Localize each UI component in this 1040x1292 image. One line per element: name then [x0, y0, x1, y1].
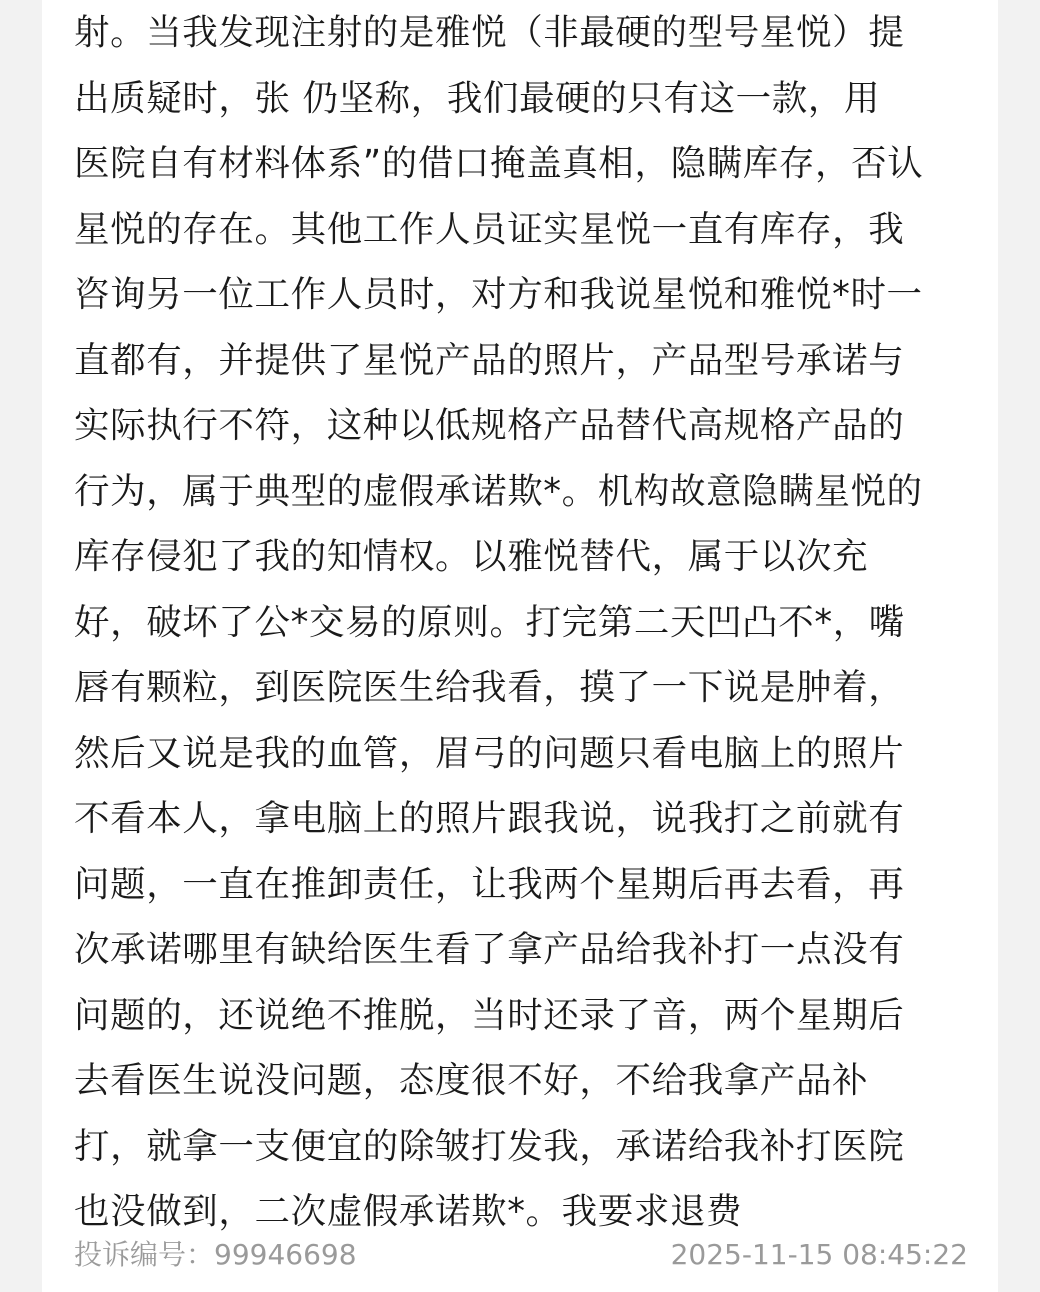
complaint-line: 次承诺哪里有缺给医生看了拿产品给我补打一点没有	[74, 929, 905, 970]
complaint-line: 然后又说是我的血管，眉弓的问题只看电脑上的照片	[74, 732, 905, 774]
complaint-line: 问题，一直在推卸责任，让我两个星期后再去看，再	[74, 863, 905, 905]
complaint-line: 实际执行不符，这种以低规格产品替代高规格产品的	[74, 405, 905, 446]
complaint-line: 唇有颗粒，到医院医生给我看，摸了一下说是肿着，	[74, 667, 905, 708]
complaint-line: 行为，属于典型的虚假承诺欺*。机构故意隐瞒星悦的	[74, 470, 923, 512]
complaint-line: 不看本人，拿电脑上的照片跟我说，说我打之前就有	[74, 798, 905, 839]
complaint-line: 出质疑时，张 仍坚称，我们最硬的只有这一款，用	[74, 77, 881, 119]
complaint-line: 去看医生说没问题，态度很不好，不给我拿产品补	[74, 1060, 869, 1101]
complaint-timestamp: 2025-11-15 08:45:22	[670, 1238, 968, 1271]
complaint-line: 打，就拿一支便宜的除皱打发我，承诺给我补打医院	[74, 1125, 905, 1167]
complaint-id: 投诉编号：99946698	[74, 1238, 357, 1271]
complaint-footer	[74, 1230, 968, 1280]
complaint-line: 库存侵犯了我的知情权。以雅悦替代，属于以次充	[74, 536, 869, 577]
complaint-line: 医院自有材料体系”的借口掩盖真相，隐瞒库存，否认	[74, 143, 924, 184]
complaint-line: 咨询另一位工作人员时，对方和我说星悦和雅悦*时一	[74, 274, 923, 315]
complaint-line: 星悦的存在。其他工作人员证实星悦一直有库存，我	[74, 208, 905, 250]
complaint-line: 好，破坏了公*交易的原则。打完第二天凹凸不*，嘴	[74, 601, 905, 643]
complaint-line: 也没做到，二次虚假承诺欺*。我要求退费	[74, 1191, 743, 1232]
complaint-line: 直都有，并提供了星悦产品的照片，产品型号承诺与	[74, 339, 905, 381]
complaint-line: 射。当我发现注射的是雅悦（非最硬的型号星悦）提	[74, 12, 905, 53]
complaint-card	[42, 0, 998, 1292]
complaint-line: 问题的，还说绝不推脱，当时还录了音，两个星期后	[74, 994, 905, 1036]
complaint-body	[74, 0, 978, 1245]
